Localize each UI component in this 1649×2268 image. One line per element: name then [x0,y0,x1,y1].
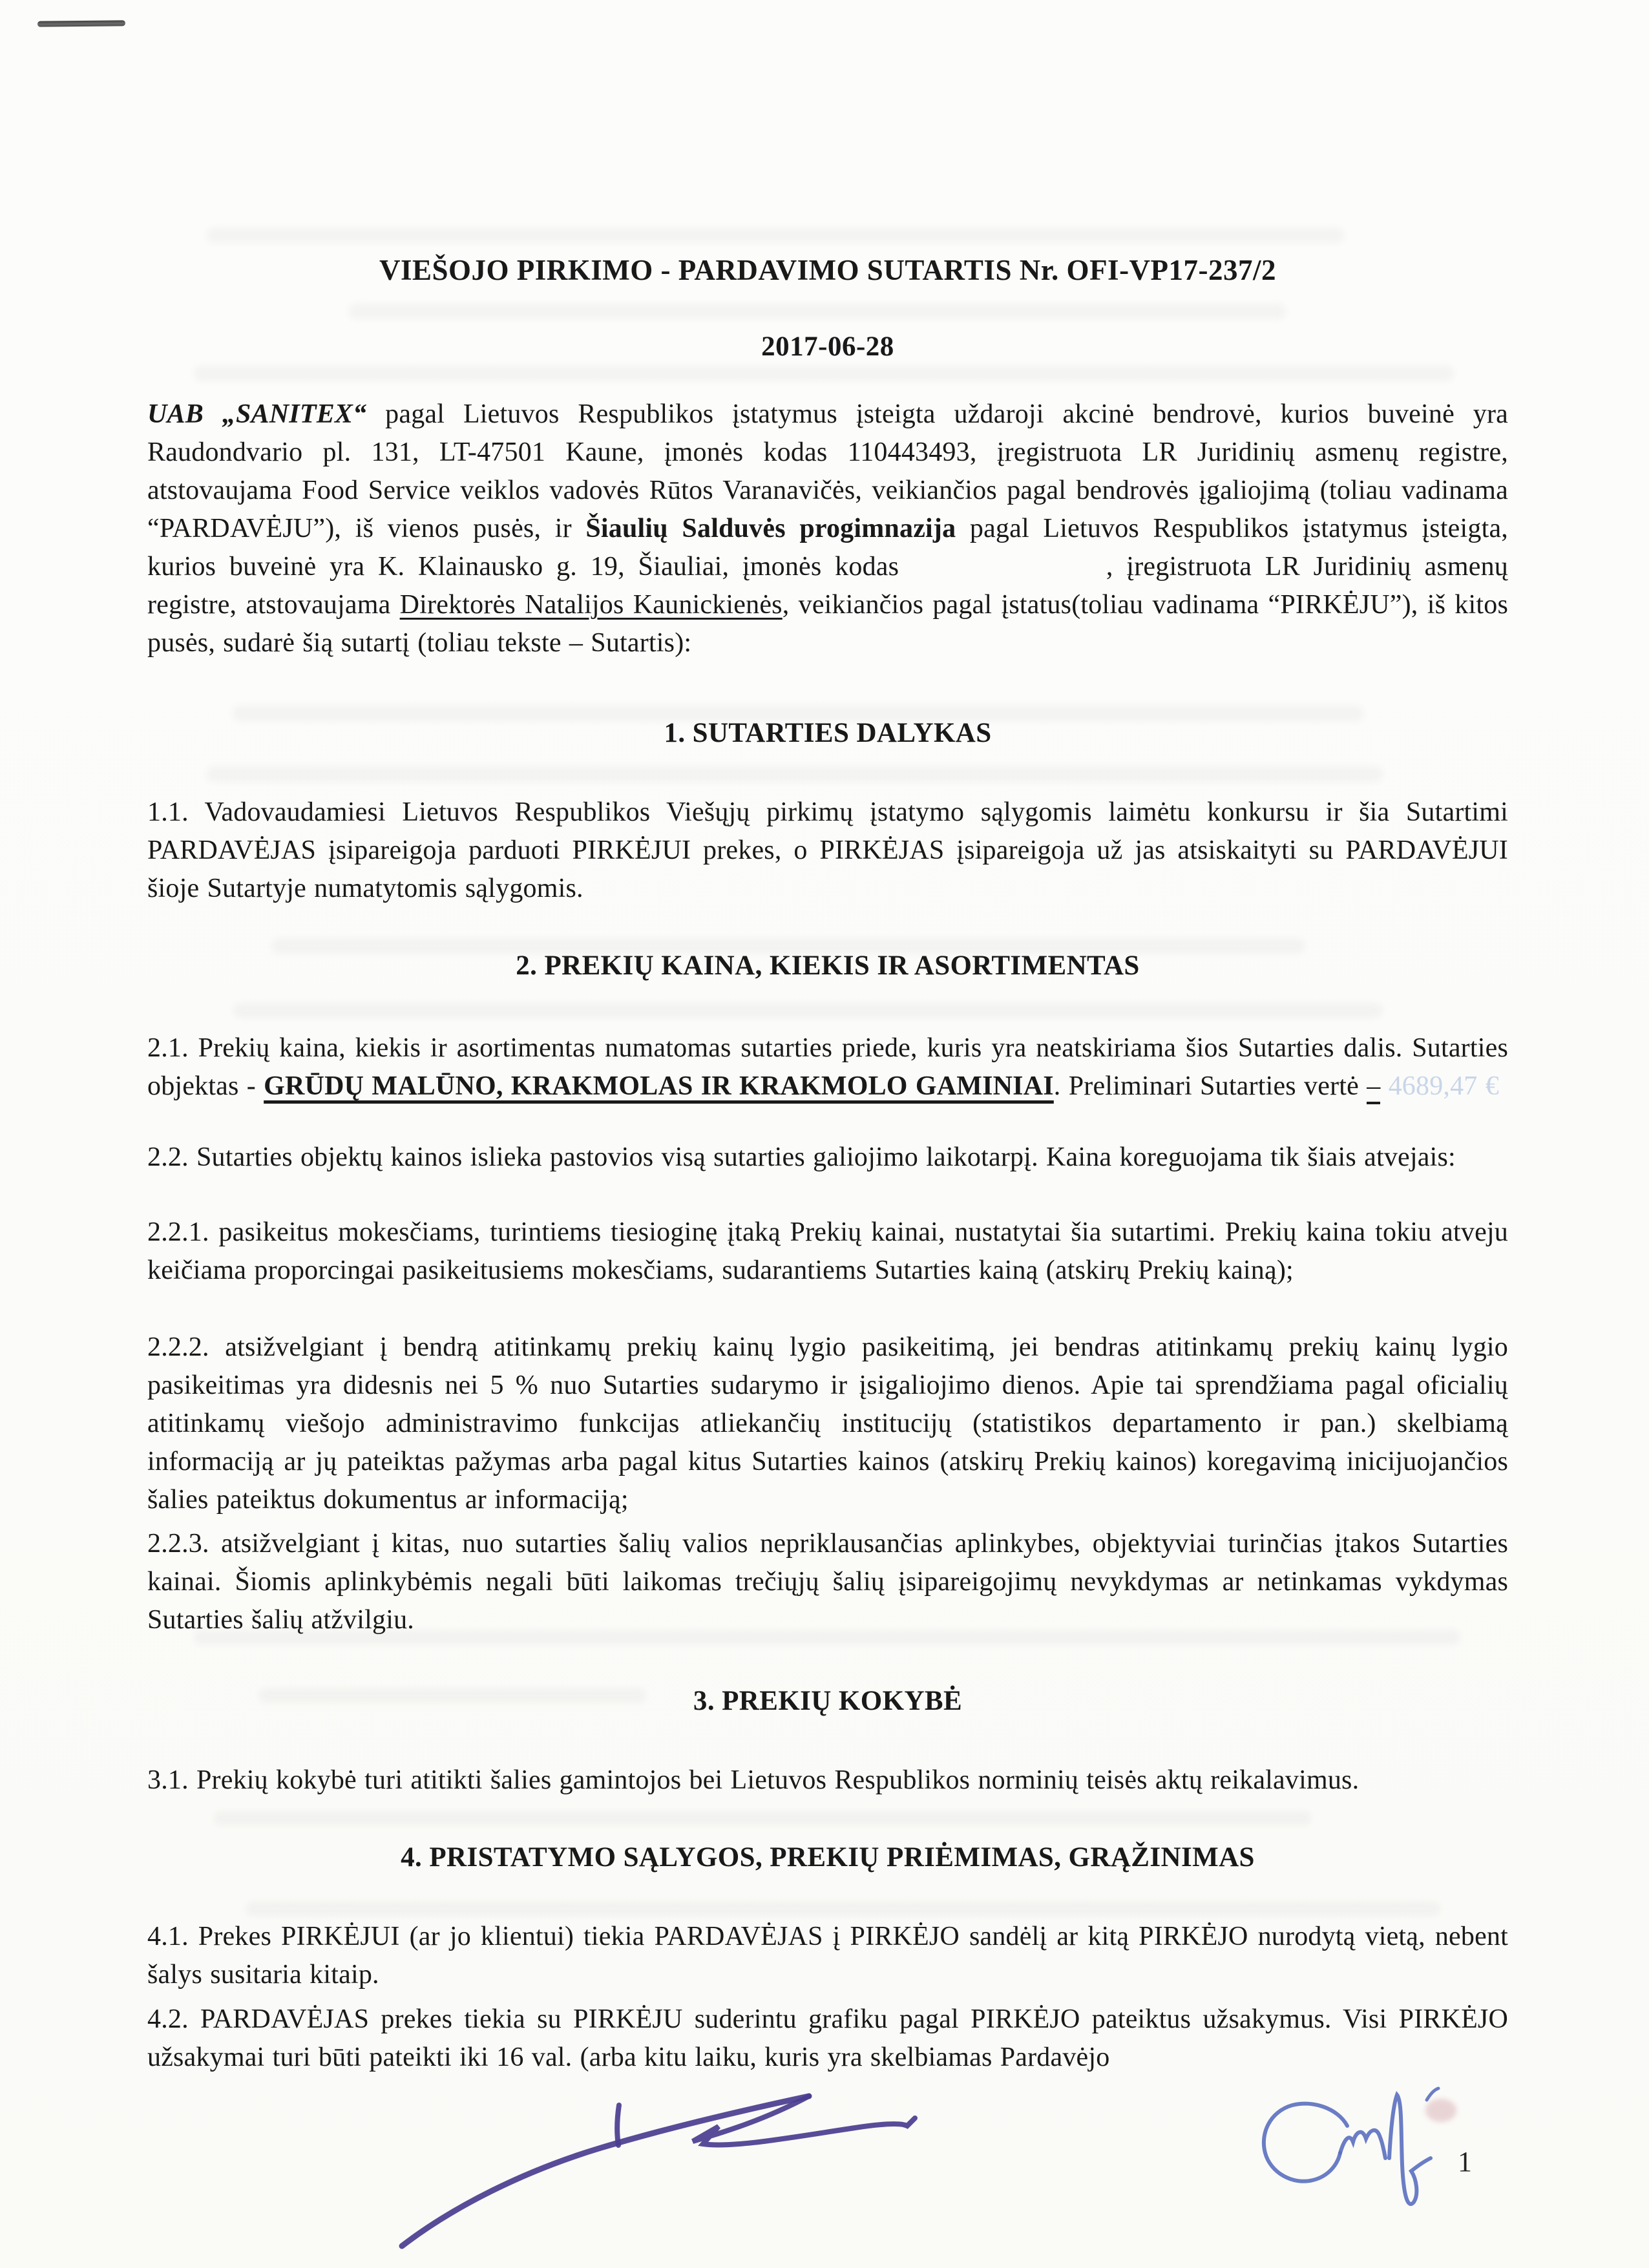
section-heading-1: 1. SUTARTIES DALYKAS [664,718,992,748]
text-run: , veikiančios pagal įstatus(toliau vadinama “PIRKĖJU”), iš kitos pusės, sudarė šią sutartį (toliau tekste – Sutartis): [147,590,1508,658]
text-run: 2.2.1. pasikeitus mokesčiams, turintiems tiesioginę įtaką Prekių kainai, nustatytai šia sutartimi. Prekių kaina tokiu atveju keičiama proporcingai pasikeitusiems mokesčiams, sudarantiems Sutarties kainą (atskirų Prekių kainą); [147,1217,1508,1285]
paragraph-2.2.2 [147,1328,1508,1519]
paragraph-3.1 [147,1761,1508,1800]
section-heading-4: 4. PRISTATYMO SĄLYGOS, PREKIŲ PRIĖMIMAS, GRĄŽINIMAS [401,1842,1255,1873]
document-title: VIEŠOJO PIRKIMO - PARDAVIMO SUTARTIS Nr. OFI-VP17-237/2 [379,254,1277,286]
text-run: Direktorės Natalijos Kaunickienės [399,590,782,620]
paragraph-1.1 [147,793,1508,908]
text-run: GRŪDŲ MALŪNO, KRAKMOLAS IR KRAKMOLO GAMINIAI [264,1071,1054,1101]
text-run: – [1367,1071,1380,1104]
document-date: 2017-06-28 [761,331,894,362]
text-run: UAB „SANITEX“ [147,399,367,429]
page-number: 1 [1458,2146,1472,2178]
text-run: 3.1. Prekių kokybė turi atitikti šalies gamintojos bei Lietuvos Respublikos norminių teisės aktų reikalavimus. [147,1765,1360,1795]
text-run: , įregistruota LR Juridinių asmenų registre, atstovaujama [147,552,1508,620]
text-run: 4.2. PARDAVĖJAS prekes tiekia su PIRKĖJU suderintu grafiku pagal PIRKĖJO pateiktus užsakymus. Visi PIRKĖJO užsakymai turi būti pateikti iki 16 val. (arba kitu laiku, kuris yra skelbiamas Pardavėjo [147,2004,1508,2072]
section-heading-3: 3. PREKIŲ KOKYBĖ [693,1686,963,1716]
text-run: 2.2.3. atsižvelgiant į kitas, nuo sutarties šalių valios nepriklausančias aplinkybes, objektyviai turinčias įtakos Sutarties kainai. Šiomis aplinkybėmis negali būti laikomas trečiųjų šalių įsipareigojimų nevykdymas ar netinkamas vykdymas Sutarties šalių atžvilgiu. [147,1529,1508,1635]
redacted-blank [912,574,1106,575]
text-run: 2.1. Prekių kaina, kiekis ir asortimentas numatomas sutarties priede, kuris yra neatskiriama šios Sutarties dalis. Sutarties objektas - [147,1033,1508,1101]
text-run: 1.1. Vadovaudamiesi Lietuvos Respublikos Viešųjų pirkimų įstatymo sąlygomis laimėtu konkursu ir šia Sutartimi PARDAVĖJAS įsipareigoja parduoti PIRKĖJUI prekes, o PIRKĖJAS įsipareigoja už jas atsiskaityti su PARDAVĖJUI šioje Sutartyje numatytomis sąlygomis. [147,797,1508,903]
text-run: 2.2.2. atsižvelgiant į bendrą atitinkamų prekių kainų lygio pasikeitimą, jei bendras atitinkamų prekių kainų lygio pasikeitimas yra didesnis nei 5 % nuo Sutarties sudarymo ir įsigaliojimo dienos. Apie tai sprendžiama pagal oficialių atitinkamų viešojo administravimo funkcijas atliekančių institucijų (statistikos departamento ir pan.) skelbiamą informaciją ar jų pateiktas pažymas arba pagal kitus Sutarties kainos (atskirų Prekių kainos) koregavimą inicijuojančios šalies pateiktus dokumentus ar informaciją; [147,1332,1508,1515]
paragraph-2.2.3 [147,1525,1508,1639]
paragraph-2.2 [147,1139,1508,1177]
redacted-contract-value: 4689,47 € [1388,1071,1499,1101]
paragraph-2.2.1 [147,1213,1508,1290]
text-run: . Preliminari Sutarties vertė [1053,1071,1367,1101]
paragraph-4.1 [147,1918,1508,1994]
paragraph-2.1 [147,1029,1508,1106]
text-run: pagal Lietuvos Respublikos įstatymus įsteigta, kurios buveinė yra K. Klainausko g. 19, Šiauliai, įmonės kodas [147,514,1509,582]
paragraph-4.2 [147,2000,1508,2077]
section-heading-2: 2. PREKIŲ KAINA, KIEKIS IR ASORTIMENTAS [516,950,1140,981]
text-run [1380,1071,1388,1101]
text-run: pagal Lietuvos Respublikos įstatymus įsteigta uždaroji akcinė bendrovė, kurios buveinė yra Raudondvario pl. 131, LT-47501 Kaune, įmonės kodas 110443493, įregistruota LR Juridinių asmenų registre, atstovaujama Food Service veiklos vadovės Rūtos Varanavičės, veikiančios pagal bendrovės įgaliojimą (toliau vadinama “PARDAVĖJU”), iš vienos pusės, ir [147,399,1508,543]
text-run: Šiaulių Salduvės progimnazija [585,514,956,543]
ink-smudge [1425,2099,1456,2122]
text-run: 2.2. Sutarties objektų kainos islieka pastovios visą sutarties galiojimo laikotarpį. Kaina koreguojama tik šiais atvejais: [147,1142,1456,1172]
text-run: 4.1. Prekes PIRKĖJUI (ar jo klientui) tiekia PARDAVĖJAS į PIRKĖJO sandėlį ar kitą PIRKĖJO nurodytą vietą, nebent šalys susitaria kitaip. [147,1922,1508,1990]
intro-paragraph [147,395,1508,662]
